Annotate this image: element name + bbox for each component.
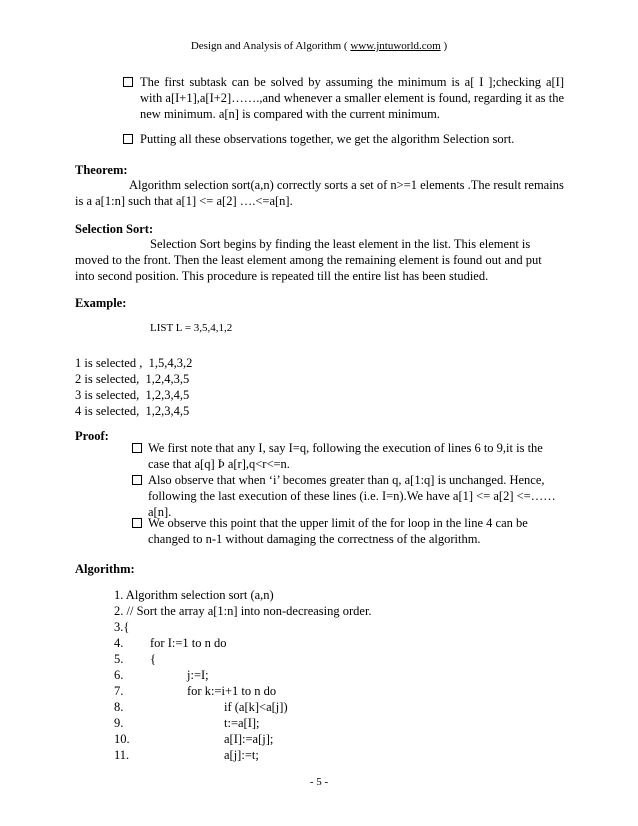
bullet-paragraph: Putting all these observations together, we get the algorithm Selection sort. (140, 132, 515, 146)
algorithm-line-number: 11. (114, 748, 130, 762)
bullet-square-icon (123, 77, 133, 87)
page-header (0, 40, 638, 52)
algorithm-code: for k:=i+1 to n do (187, 684, 277, 698)
algorithm-line-number: 9. (114, 716, 124, 730)
algorithm-code: if (a[k]<a[j]) (224, 700, 288, 714)
header-link[interactable]: www.jntuworld.com (350, 40, 441, 52)
example-step: 1 is selected , 1,5,4,3,2 (75, 356, 193, 370)
proof-line: case that a[q] Þ a[r],q<r<=n. (148, 457, 290, 471)
bullet-square-icon (132, 443, 142, 453)
proof-line: We observe this point that the upper limit of the for loop in the line 4 can be (148, 516, 528, 530)
bullet-square-icon (132, 518, 142, 528)
theorem-heading: Theorem: (75, 163, 128, 177)
algorithm-code: a[j]:=t; (224, 748, 259, 762)
algorithm-line-number: 4. (114, 636, 124, 650)
proof-heading: Proof: (75, 429, 109, 443)
bullet-paragraph: The first subtask can be solved by assuming the minimum is a[ I ];checking a[I] with a[I+1],a[I+2]…….,and whenever a smaller element is found, regarding it as the new minimum. a[n] is compared with the current minimum. (140, 75, 564, 121)
algorithm-line-number: 8. (114, 700, 124, 714)
algorithm-line: 2. // Sort the array a[1:n] into non-decreasing order. (114, 604, 372, 618)
theorem-line: is a a[1:n] such that a[1] <= a[2] ….<=a[n]. (75, 194, 293, 208)
algorithm-line-number: 5. (114, 652, 124, 666)
algorithm-heading: Algorithm: (75, 562, 135, 576)
proof-line: following the last execution of these lines (i.e. I=n).We have a[1] <= a[2] <=…… (148, 489, 556, 503)
selection-sort-heading: Selection Sort: (75, 222, 154, 236)
selection-sort-line: into second position. This procedure is repeated till the entire list has been studied. (75, 269, 489, 283)
proof-line: changed to n-1 without damaging the correctness of the algorithm. (148, 532, 481, 546)
algorithm-code: { (150, 652, 156, 666)
theorem-line: Algorithm selection sort(a,n) correctly sorts a set of n>=1 elements .The result remains (129, 178, 564, 192)
example-step: 3 is selected, 1,2,3,4,5 (75, 388, 190, 402)
selection-sort-line: Selection Sort begins by finding the least element in the list. This element is (150, 237, 531, 251)
proof-line: We first note that any I, say I=q, following the execution of lines 6 to 9,it is the (148, 441, 543, 455)
algorithm-line-number: 6. (114, 668, 124, 682)
selection-sort-line: moved to the front. Then the least element among the remaining element is found out and put (75, 253, 542, 267)
algorithm-code: t:=a[I]; (224, 716, 260, 730)
header-suffix: ) (440, 40, 448, 52)
example-list: LIST L = 3,5,4,1,2 (150, 322, 233, 334)
proof-line: Also observe that when ‘i’ becomes greater than q, a[1:q] is unchanged. Hence, (148, 473, 545, 487)
example-step: 2 is selected, 1,2,4,3,5 (75, 372, 190, 386)
example-heading: Example: (75, 296, 127, 310)
algorithm-code: j:=I; (187, 668, 209, 682)
algorithm-line-number: 10. (114, 732, 130, 746)
page-number: - 5 - (309, 776, 329, 788)
bullet-square-icon (123, 134, 133, 144)
algorithm-line-number: 7. (114, 684, 124, 698)
header-prefix: Design and Analysis of Algorithm ( (190, 40, 351, 52)
algorithm-code: a[I]:=a[j]; (224, 732, 274, 746)
bullet-square-icon (132, 475, 142, 485)
algorithm-line: 1. Algorithm selection sort (a,n) (114, 588, 274, 602)
algorithm-code: for I:=1 to n do (150, 636, 227, 650)
algorithm-line: 3.{ (114, 620, 130, 634)
example-step: 4 is selected, 1,2,3,4,5 (75, 404, 190, 418)
proof-line: a[n]. (148, 505, 172, 519)
